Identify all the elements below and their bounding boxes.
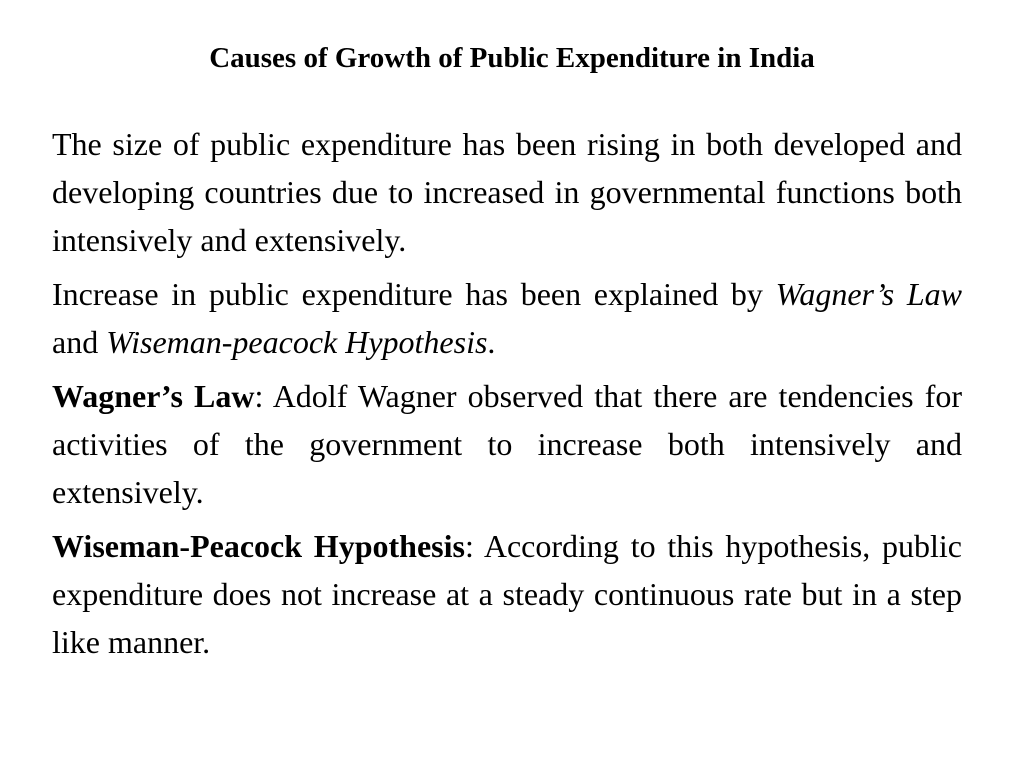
wagners-law-heading: Wagner’s Law bbox=[52, 378, 255, 414]
paragraph-public-expenditure-growth bbox=[52, 120, 962, 264]
paragraph-lead-text: Increase in public expenditure has been explained by bbox=[52, 276, 776, 312]
wiseman-peacock-term: Wiseman-peacock Hypothesis bbox=[106, 324, 488, 360]
paragraph-explanations bbox=[52, 270, 962, 366]
paragraph-wiseman-peacock bbox=[52, 522, 962, 666]
wiseman-peacock-description: : According to this hypothesis, public expenditure does not increase at a steady continuous rate but in a step like manner. bbox=[52, 528, 963, 660]
wagners-law-term: Wagner’s Law bbox=[775, 276, 963, 312]
slide-title: Causes of Growth of Public Expenditure in India bbox=[209, 42, 815, 74]
slide-body bbox=[52, 120, 962, 672]
conjunction-text: and bbox=[52, 324, 107, 360]
paragraph-text: The size of public expenditure has been rising in both developed and developing countries due to increased in governmental functions both intensively and extensively. bbox=[52, 126, 962, 258]
wiseman-peacock-heading: Wiseman-Peacock Hypothesis bbox=[52, 528, 465, 564]
period-text: . bbox=[487, 324, 496, 360]
paragraph-wagners-law bbox=[52, 372, 962, 516]
wagners-law-description: : Adolf Wagner observed that there are tendencies for activities of the government to increase both intensively and extensively. bbox=[52, 378, 963, 510]
